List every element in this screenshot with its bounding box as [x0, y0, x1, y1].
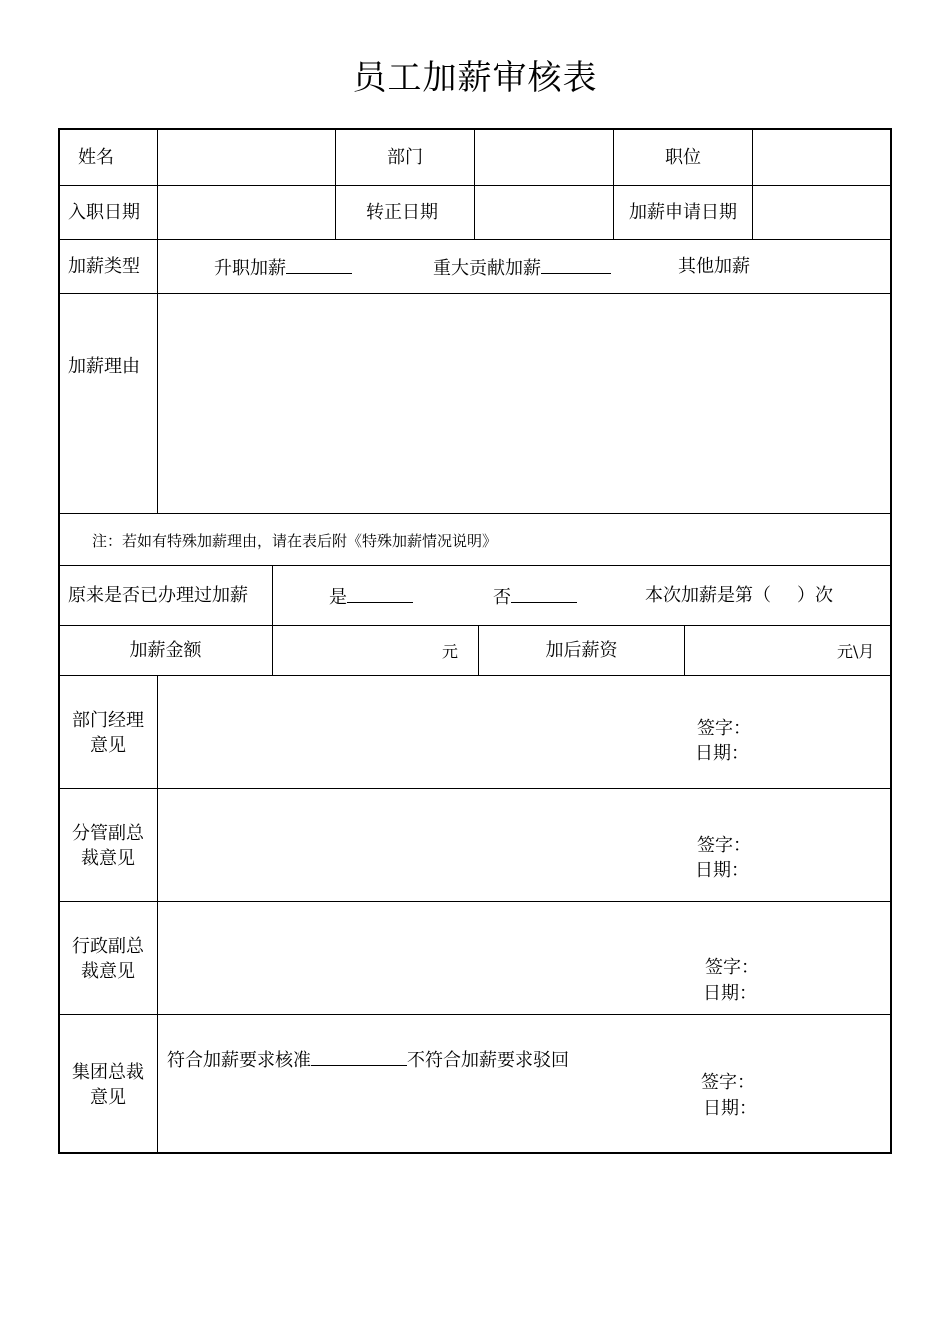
vp-admin-opinion-input[interactable] — [158, 902, 688, 1014]
salary-after-input[interactable] — [685, 626, 835, 675]
no-blank[interactable] — [511, 584, 577, 603]
vp-admin-opinion-field[interactable] — [158, 902, 688, 1014]
special-note: 注：若如有特殊加薪理由，请在表后附《特殊加薪情况说明》 — [92, 532, 498, 550]
no-text: 否 — [493, 587, 511, 608]
hire-date-field[interactable] — [158, 186, 335, 239]
row-divider — [59, 513, 891, 514]
vp-admin-label-line2: 裁意见 — [81, 961, 135, 982]
position-input[interactable] — [753, 130, 890, 185]
salary-after-label: 加后薪资 — [545, 640, 618, 661]
raise-amount-unit: 元 — [442, 642, 459, 661]
vp-admin-sign: 签字： — [705, 957, 759, 978]
apply-date-field[interactable] — [753, 186, 890, 239]
vp-division-opinion-field[interactable] — [158, 789, 678, 901]
raise-amount-input[interactable] — [273, 626, 435, 675]
raise-amount-label: 加薪金额 — [129, 640, 202, 661]
dept-input[interactable] — [475, 130, 613, 185]
dept-manager-sign: 签字： — [697, 718, 751, 739]
group-president-label — [59, 1060, 157, 1110]
apply-date-input[interactable] — [753, 186, 890, 239]
group-president-date: 日期： — [703, 1098, 757, 1119]
dept-manager-label — [59, 708, 157, 758]
promotion-blank[interactable] — [286, 255, 352, 274]
row-divider — [59, 1014, 891, 1015]
group-president-label-line2: 意见 — [90, 1087, 126, 1108]
vp-division-opinion-input[interactable] — [158, 789, 678, 901]
confirm-date-label: 转正日期 — [366, 202, 438, 223]
vp-admin-date: 日期： — [703, 983, 757, 1004]
salary-after-field[interactable] — [685, 626, 835, 675]
raise-reason-input[interactable] — [158, 294, 890, 513]
confirm-date-field[interactable] — [475, 186, 613, 239]
raise-amount-field[interactable] — [273, 626, 435, 675]
reject-text: 不符合加薪要求驳回 — [407, 1050, 569, 1071]
raise-type-label: 加薪类型 — [68, 256, 140, 277]
position-label: 职位 — [665, 147, 701, 168]
contribution-blank[interactable] — [541, 255, 611, 274]
prior-raise-question: 原来是否已办理过加薪 — [68, 585, 248, 606]
group-president-decision — [167, 1047, 569, 1073]
dept-manager-opinion-field[interactable] — [158, 676, 678, 788]
approve-text: 符合加薪要求核准 — [167, 1050, 311, 1071]
vp-division-label — [59, 821, 157, 871]
hire-date-label: 入职日期 — [68, 202, 140, 223]
name-label: 姓名 — [78, 147, 114, 168]
raise-reason-field[interactable] — [158, 294, 890, 513]
vp-division-sign: 签字： — [697, 835, 751, 856]
raise-count-suffix: ）次 — [797, 585, 833, 606]
dept-manager-label-line2: 意见 — [90, 735, 126, 756]
page-title: 员工加薪审核表 — [352, 58, 598, 98]
position-field[interactable] — [753, 130, 890, 185]
yes-text: 是 — [329, 587, 347, 608]
dept-manager-label-line1: 部门经理 — [72, 710, 144, 731]
vp-division-label-line2: 裁意见 — [81, 848, 135, 869]
prior-raise-yes — [329, 584, 413, 610]
raise-type-other: 其他加薪 — [678, 256, 750, 277]
vp-admin-label — [59, 934, 157, 984]
group-president-label-line1: 集团总裁 — [72, 1062, 144, 1083]
prior-raise-no — [493, 584, 577, 610]
contribution-text: 重大贡献加薪 — [433, 258, 541, 279]
raise-type-promotion — [214, 255, 352, 281]
row-divider — [59, 239, 891, 240]
dept-field[interactable] — [475, 130, 613, 185]
group-president-sign: 签字： — [701, 1072, 755, 1093]
salary-after-unit: 元\月 — [837, 642, 875, 661]
confirm-date-input[interactable] — [475, 186, 613, 239]
decision-blank[interactable] — [311, 1047, 407, 1066]
raise-count-prefix: 本次加薪是第（ — [645, 585, 771, 606]
hire-date-input[interactable] — [158, 186, 335, 239]
raise-reason-label: 加薪理由 — [68, 356, 140, 377]
apply-date-label: 加薪申请日期 — [629, 202, 737, 223]
raise-type-contribution — [433, 255, 611, 281]
dept-manager-date: 日期： — [695, 743, 749, 764]
yes-blank[interactable] — [347, 584, 413, 603]
name-input[interactable] — [158, 130, 335, 185]
vp-admin-label-line1: 行政副总 — [72, 936, 144, 957]
row-divider — [59, 565, 891, 566]
vp-division-label-line1: 分管副总 — [72, 823, 144, 844]
name-field[interactable] — [158, 130, 335, 185]
promotion-text: 升职加薪 — [214, 258, 286, 279]
raise-count — [645, 584, 833, 608]
vp-division-date: 日期： — [695, 860, 749, 881]
dept-manager-opinion-input[interactable] — [158, 676, 678, 788]
dept-label: 部门 — [387, 147, 423, 168]
